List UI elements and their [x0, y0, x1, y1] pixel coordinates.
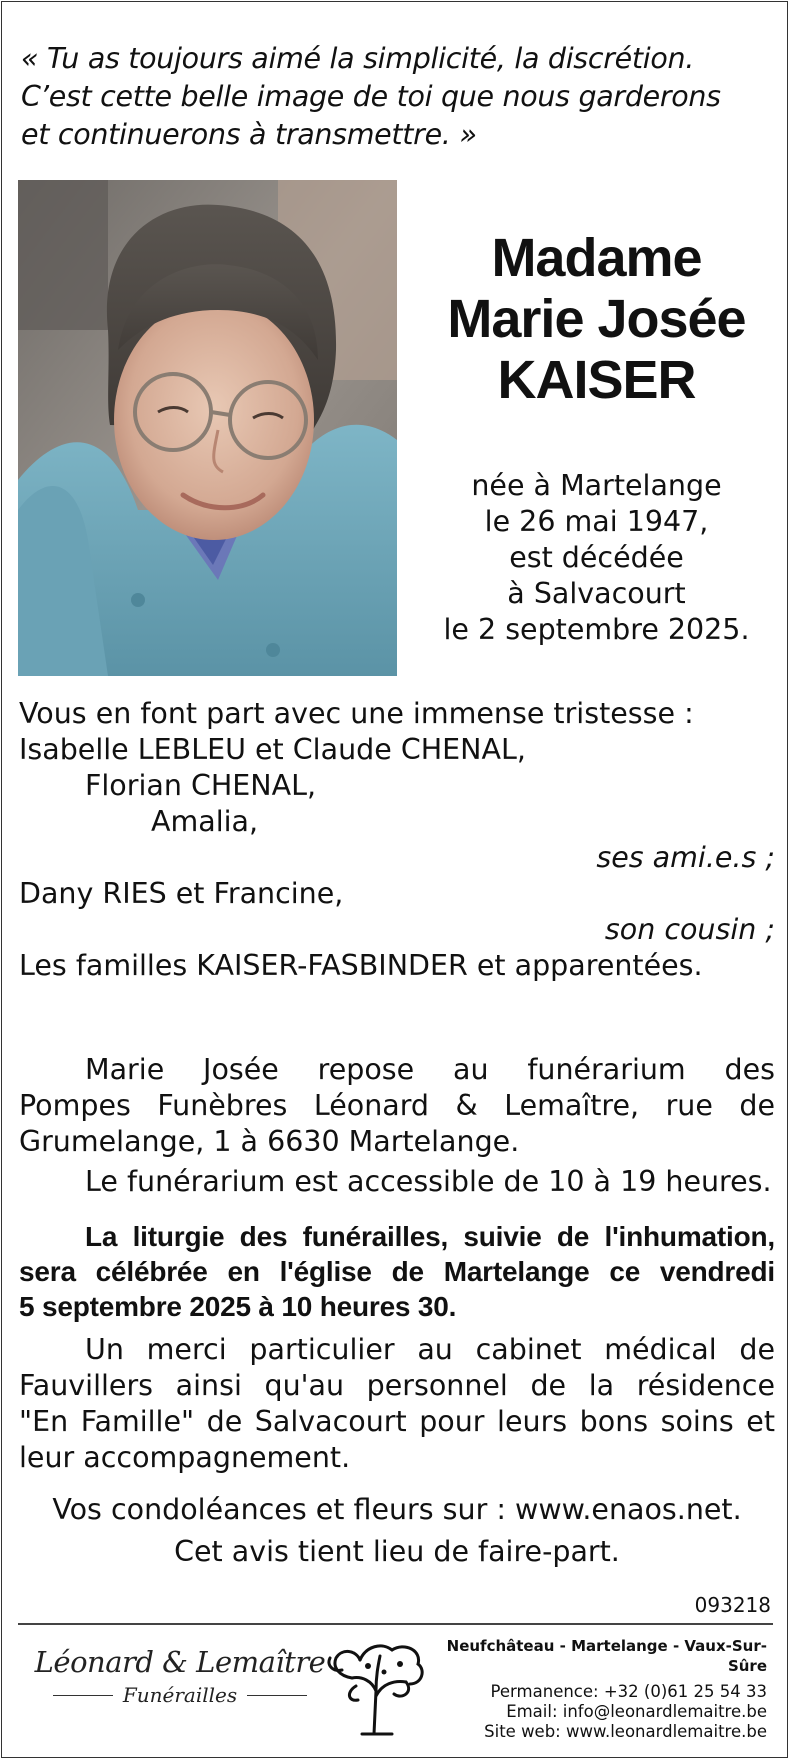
liturgy-line: La liturgie des funérailles, suivie de l'inhumation,: [85, 1221, 775, 1252]
announcement-section: [19, 696, 775, 984]
contact-block: [427, 1636, 767, 1742]
thanks-line: leur accompagnement.: [19, 1441, 351, 1474]
relation-label: son cousin ;: [604, 913, 775, 946]
quote-line: « Tu as toujours aimé la simplicité, la discrétion.: [21, 42, 695, 75]
footer-divider: [18, 1623, 773, 1625]
death-place: à Salvacourt: [507, 577, 686, 610]
logo-rule: [247, 1695, 307, 1696]
funerarium-line: Grumelange, 1 à 6630 Martelange.: [19, 1125, 520, 1158]
funeral-home-logo: [30, 1645, 330, 1707]
closing-section: [19, 1492, 775, 1570]
death-label: est décédée: [509, 541, 684, 574]
birth-death-details: [420, 468, 773, 648]
deceased-title: Madame: [491, 228, 702, 288]
funeral-details: [19, 1052, 775, 1200]
deceased-first-names: Marie Josée: [447, 289, 746, 349]
relation-label: ses ami.e.s ;: [596, 841, 775, 874]
family-line: Amalia,: [151, 805, 259, 838]
quote-line: C’est cette belle image de toi que nous garderons: [21, 80, 721, 113]
family-line: Dany RIES et Francine,: [19, 877, 344, 910]
locations: Neufchâteau - Martelange - Vaux-Sur-Sûre: [446, 1637, 767, 1675]
deceased-surname: KAISER: [497, 350, 696, 410]
notice-line: Cet avis tient lieu de faire-part.: [174, 1535, 620, 1568]
funerarium-hours: Le funérarium est accessible de 10 à 19 heures.: [85, 1165, 772, 1198]
opening-quote: [21, 40, 781, 154]
family-line: Les familles KAISER-FASBINDER et apparentées.: [19, 949, 703, 982]
family-line: Isabelle LEBLEU et Claude CHENAL,: [19, 733, 526, 766]
reference-number: 093218: [694, 1593, 771, 1617]
thanks-line: Fauvillers ainsi qu'au personnel de la résidence: [19, 1369, 775, 1402]
email: Email: info@leonardlemaitre.be: [506, 1702, 767, 1721]
logo-subtitle: Funérailles: [122, 1683, 238, 1707]
condolences-line: Vos condoléances et fleurs sur : www.enaos.net.: [52, 1493, 742, 1526]
logo-name: Léonard & Lemaître: [34, 1645, 326, 1679]
funerarium-line: Marie Josée repose au funérarium des: [85, 1053, 775, 1086]
website: Site web: www.leonardlemaitre.be: [484, 1722, 767, 1741]
birth-place: née à Martelange: [471, 469, 722, 502]
thanks-line: Un merci particulier au cabinet médical de: [85, 1333, 775, 1366]
liturgy-line: 5 septembre 2025 à 10 heures 30.: [19, 1291, 457, 1322]
quote-line: et continuerons à transmettre. »: [21, 118, 477, 151]
logo-subtitle-row: [30, 1683, 330, 1707]
announcement-intro: Vous en font part avec une immense tristesse :: [19, 697, 694, 730]
birth-date: le 26 mai 1947,: [484, 505, 709, 538]
thanks-line: "En Famille" de Salvacourt pour leurs bons soins et: [19, 1405, 775, 1438]
logo-rule: [53, 1695, 113, 1696]
deceased-name-block: [420, 228, 773, 411]
family-line: Florian CHENAL,: [85, 769, 317, 802]
phone: Permanence: +32 (0)61 25 54 33: [490, 1682, 767, 1701]
liturgy-line: sera célébrée en l'église de Martelange ce vendredi: [19, 1256, 775, 1287]
funerarium-line: Pompes Funèbres Léonard & Lemaître, rue de: [19, 1089, 775, 1122]
portrait-photo: [18, 180, 397, 676]
death-date: le 2 septembre 2025.: [443, 613, 750, 646]
thanks-section: [19, 1332, 775, 1476]
liturgy-details: [19, 1219, 775, 1324]
tree-icon: [322, 1636, 434, 1736]
